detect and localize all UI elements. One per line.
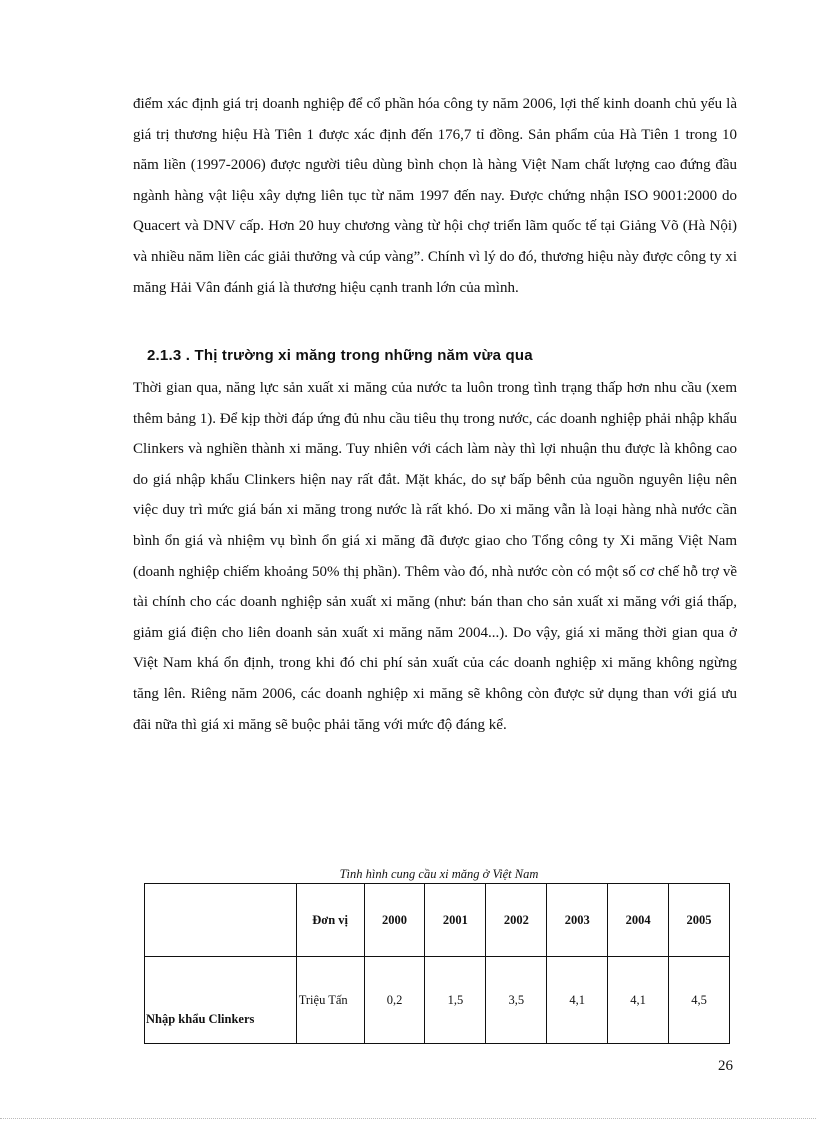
table-cell: 0,2 — [364, 957, 425, 1044]
header-year: 2004 — [608, 884, 669, 957]
header-year: 2005 — [669, 884, 730, 957]
header-year: 2000 — [364, 884, 425, 957]
table-caption: Tình hình cung cầu xi măng ở Việt Nam — [339, 867, 539, 881]
body-paragraph-2: Thời gian qua, năng lực sản xuất xi măng của nước ta luôn trong tình trạng thấp hơn nhu cầu (xem thêm bảng 1). Để kịp thời đáp ứng đủ nhu cầu tiêu thụ trong nước, các doanh nghiệp phải nhập khẩu Clinkers và nghiền thành xi măng. Tuy nhiên với cách làm này thì lợi nhuận thu được là không cao do giá nhập khẩu Clinkers hiện nay rất đắt. Mặt khác, do sự bấp bênh của nguồn nguyên liệu nên việc duy trì mức giá bán xi măng trong nước là rất khó. Do xi măng vẫn là loại hàng nhà nước cần bình ổn giá và nhiệm vụ bình ổn giá xi măng đã được giao cho Tổng công ty Xi măng Việt Nam (doanh nghiệp chiếm khoảng 50% thị phần). Thêm vào đó, nhà nước còn có một số cơ chế hỗ trợ về tài chính cho các doanh nghiệp sản xuất xi măng (như: bán than cho sản xuất xi măng với giá thấp, giảm giá điện cho liên doanh sản xuất xi măng năm 2004...). Do vậy, giá xi măng thời gian qua ở Việt Nam khá ổn định, trong khi đó chi phí sản xuất của các doanh nghiệp xi măng không ngừng tăng lên. Riêng năm 2006, các doanh nghiệp xi măng sẽ không còn được sử dụng than với giá ưu đãi nữa thì giá xi măng sẽ buộc phải tăng với mức độ đáng kể. — [133, 380, 737, 733]
row-label: Nhập khẩu Clinkers — [145, 957, 297, 1044]
table-cell: 3,5 — [486, 957, 547, 1044]
row-unit: Triệu Tấn — [296, 957, 364, 1044]
table-cell: 1,5 — [425, 957, 486, 1044]
header-year: 2003 — [547, 884, 608, 957]
body-paragraph-1: điểm xác định giá trị doanh nghiệp để cổ phần hóa công ty năm 2006, lợi thế kinh doanh chủ yếu là giá trị thương hiệu Hà Tiên 1 được xác định đến 176,7 tỉ đồng. Sản phẩm của Hà Tiên 1 trong 10 năm liền (1997-2006) được người tiêu dùng bình chọn là hàng Việt Nam chất lượng cao đứng đầu ngành hàng vật liệu xây dựng liên tục từ năm 1997 đến nay. Được chứng nhận ISO 9001:2000 do Quacert và DNV cấp. Hơn 20 huy chương vàng từ hội chợ triển lãm quốc tế tại Giảng Võ (Hà Nội) và nhiều năm liền các giải thưởng và cúp vàng”. Chính vì lý do đó, thương hiệu này được công ty xi măng Hải Vân đánh giá là thương hiệu cạnh tranh lớn của mình. — [133, 96, 737, 296]
table-cell: 4,1 — [547, 957, 608, 1044]
section-heading: 2.1.3 . Thị trường xi măng trong những năm vừa qua — [147, 347, 533, 364]
table-row — [145, 957, 730, 1044]
header-year: 2002 — [486, 884, 547, 957]
page-number: 26 — [718, 1058, 733, 1074]
table-cell: 4,1 — [608, 957, 669, 1044]
table-cell: 4,5 — [669, 957, 730, 1044]
header-empty-cell — [145, 884, 297, 957]
table-header-row — [145, 884, 730, 957]
page-bottom-divider — [0, 1118, 816, 1119]
header-unit: Đơn vị — [296, 884, 364, 957]
header-year: 2001 — [425, 884, 486, 957]
supply-demand-table — [144, 883, 730, 1044]
